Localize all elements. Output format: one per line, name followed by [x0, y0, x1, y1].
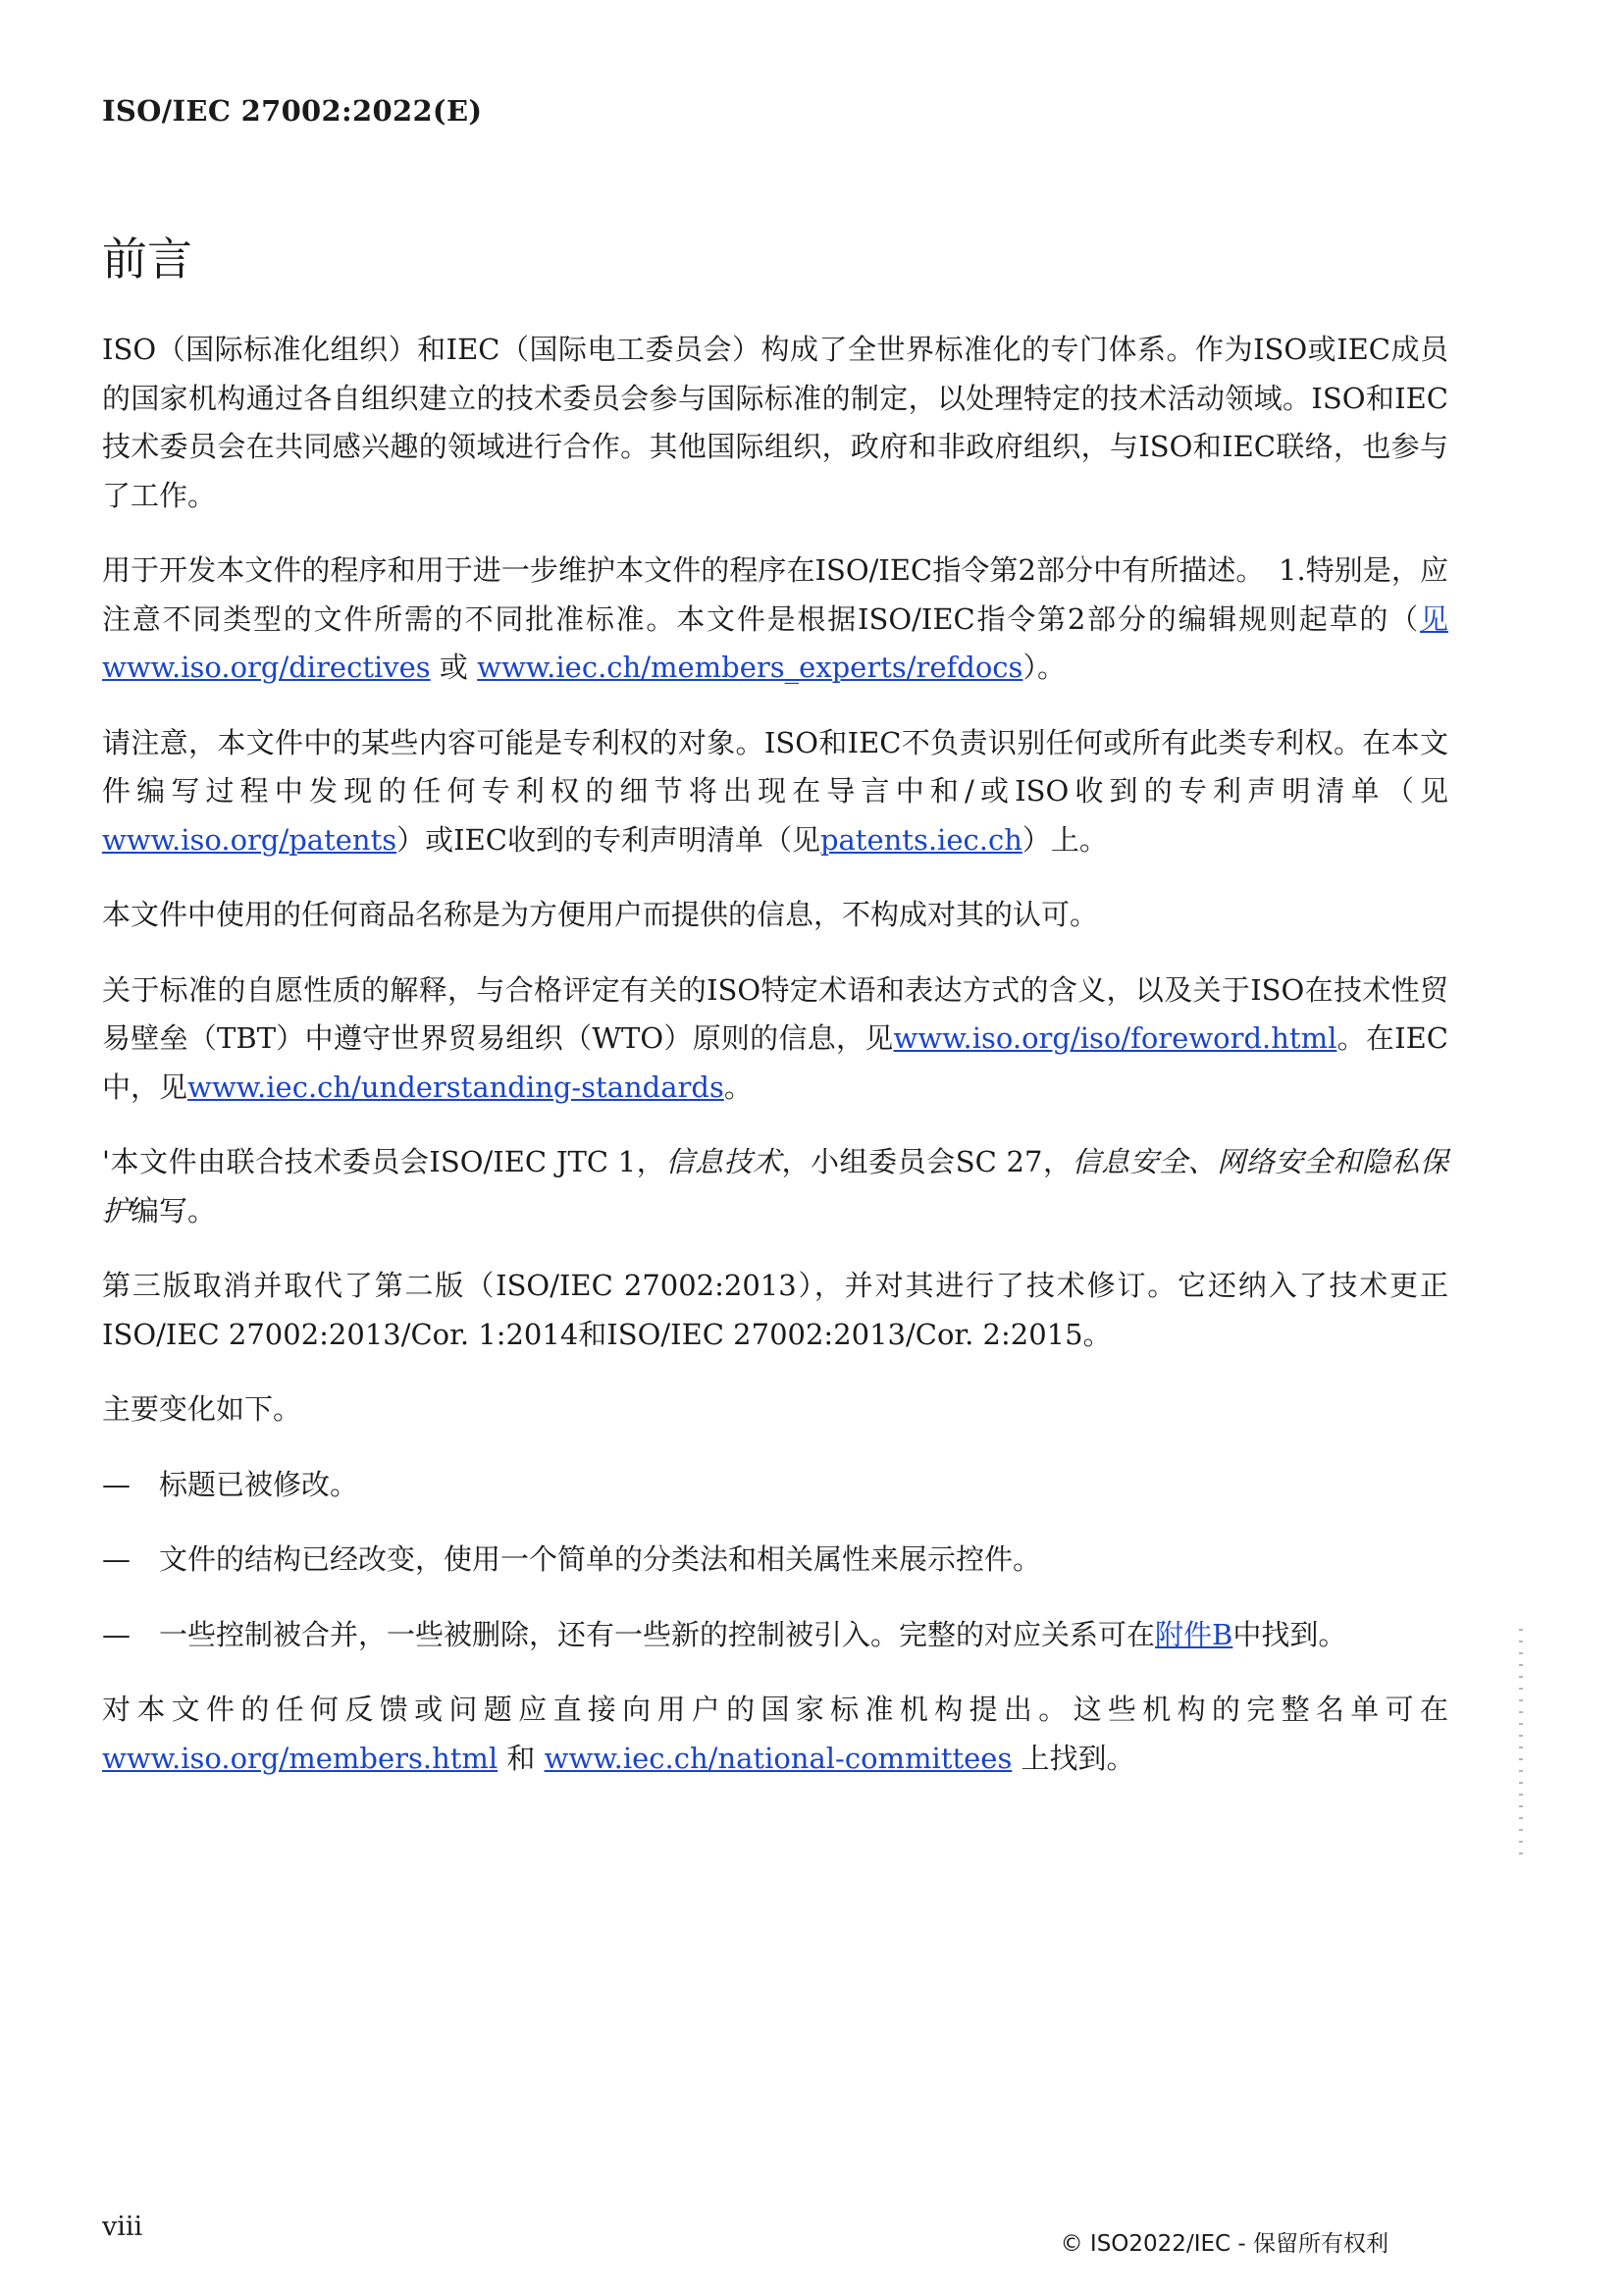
iec-understanding-standards-link[interactable]: www.iec.ch/understanding-standards — [187, 1069, 724, 1104]
iso-foreword-link[interactable]: www.iso.org/iso/foreword.html — [893, 1021, 1337, 1055]
paragraph-procedures-text: 用于开发本文件的程序和用于进一步维护本文件的程序在ISO/IEC指令第2部分中有所描述。 1.特别是，应注意不同类型的文件所需的不同批准标准。本文件是根据ISO/IEC指令第2部分的编辑规则起草的（ — [102, 553, 1448, 636]
paragraph-committee-mid: ，小组委员会SC 27， — [781, 1145, 1073, 1178]
list-item-text-end: 中找到。 — [1232, 1617, 1347, 1651]
paragraph-voluntary-end: 。 — [723, 1069, 753, 1104]
list-item — [102, 1611, 1448, 1660]
directives-see-link[interactable]: 见 — [1419, 601, 1448, 636]
copyright-notice: © ISO2022/IEC - 保留所有权利 — [1060, 2231, 1388, 2257]
iec-patents-link[interactable]: patents.iec.ch — [819, 822, 1022, 857]
paragraph-trade-names: 本文件中使用的任何商品名称是为方便用户而提供的信息，不构成对其的认可。 — [102, 898, 1099, 931]
iec-national-committees-link[interactable]: www.iec.ch/national-committees — [544, 1741, 1013, 1775]
paragraph-committee-pre: '本文件由联合技术委员会ISO/IEC JTC 1， — [102, 1145, 666, 1178]
paragraph-voluntary-mid: 。在IEC中，见 — [102, 1021, 1448, 1104]
list-item-text-pre: 一些控制被合并，一些被删除，还有一些新的控制被引入。完整的对应关系可在 — [159, 1617, 1156, 1651]
paragraph-feedback — [102, 1686, 1448, 1783]
iec-refdocs-link[interactable]: www.iec.ch/members_experts/refdocs — [477, 651, 1023, 684]
committee-name-italic: 信息技术 — [665, 1145, 782, 1178]
foreword-body — [102, 326, 1448, 1809]
list-item — [102, 1536, 1448, 1585]
list-item-text: 标题已被修改。 — [159, 1467, 359, 1501]
list-dash: — — [102, 1617, 131, 1651]
page-number: viii — [102, 2212, 143, 2242]
subcommittee-name-italic: 信息安全、网络安全和隐私保护 — [102, 1145, 1448, 1227]
and-text: 和 — [498, 1741, 545, 1775]
paragraph-procedures-end: ）。 — [1022, 651, 1066, 684]
iso-patents-link[interactable]: www.iso.org/patents — [102, 822, 397, 857]
paragraph-intro: ISO（国际标准化组织）和IEC（国际电工委员会）构成了全世界标准化的专门体系。作为ISO或IEC成员的国家机构通过各自组织建立的技术委员会参与国际标准的制定，以处理特定的技术活动领域。ISO和IEC技术委员会在共同感兴趣的领域进行合作。其他国际组织，政府和非政府组织，与ISO和IEC联络，也参与了工作。 — [102, 333, 1448, 512]
or-text: 或 — [430, 651, 478, 684]
paragraph-procedures — [102, 547, 1448, 693]
document-code: ISO/IEC 27002:2022(E) — [102, 94, 483, 128]
margin-dotted-marks — [1519, 1629, 1523, 1854]
paragraph-patents-text: 请注意，本文件中的某些内容可能是专利权的对象。ISO和IEC不负责识别任何或所有此类专利权。在本文件编写过程中发现的任何专利权的细节将出现在导言中和/或ISO收到的专利声明清单（见 — [102, 725, 1448, 808]
iso-members-link[interactable]: www.iso.org/members.html — [102, 1741, 498, 1775]
list-dash: — — [102, 1467, 131, 1501]
list-item — [102, 1461, 1448, 1510]
list-dash: — — [102, 1542, 131, 1576]
iso-directives-link[interactable]: www.iso.org/directives — [102, 651, 431, 684]
paragraph-patents — [102, 719, 1448, 865]
page-title: 前言 — [102, 233, 192, 286]
paragraph-voluntary — [102, 966, 1448, 1113]
paragraph-committee-end: 编写。 — [131, 1193, 217, 1227]
paragraph-committee — [102, 1138, 1448, 1235]
paragraph-feedback-end: 上找到。 — [1012, 1741, 1135, 1775]
paragraph-patents-end: ）上。 — [1022, 822, 1108, 857]
annex-b-link[interactable]: 附件B — [1155, 1617, 1233, 1651]
paragraph-feedback-text: 对本文件的任何反馈或问题应直接向用户的国家标准机构提出。这些机构的完整名单可在 — [102, 1693, 1448, 1726]
list-item-text: 文件的结构已经改变，使用一个简单的分类法和相关属性来展示控件。 — [159, 1542, 1042, 1576]
paragraph-main-changes: 主要变化如下。 — [102, 1392, 302, 1426]
paragraph-voluntary-text: 关于标准的自愿性质的解释，与合格评定有关的ISO特定术语和表达方式的含义，以及关于ISO在技术性贸易壁垒（TBT）中遵守世界贸易组织（WTO）原则的信息，见 — [102, 972, 1448, 1055]
list-item-text — [159, 1611, 1346, 1660]
paragraph-edition: 第三版取消并取代了第二版（ISO/IEC 27002:2013），并对其进行了技术修订。它还纳入了技术更正ISO/IEC 27002:2013/Cor. 1:2014和ISO/IEC 27002:2013/Cor. 2:2015。 — [102, 1269, 1448, 1351]
paragraph-patents-mid: ）或IEC收到的专利声明清单（见 — [396, 822, 820, 857]
